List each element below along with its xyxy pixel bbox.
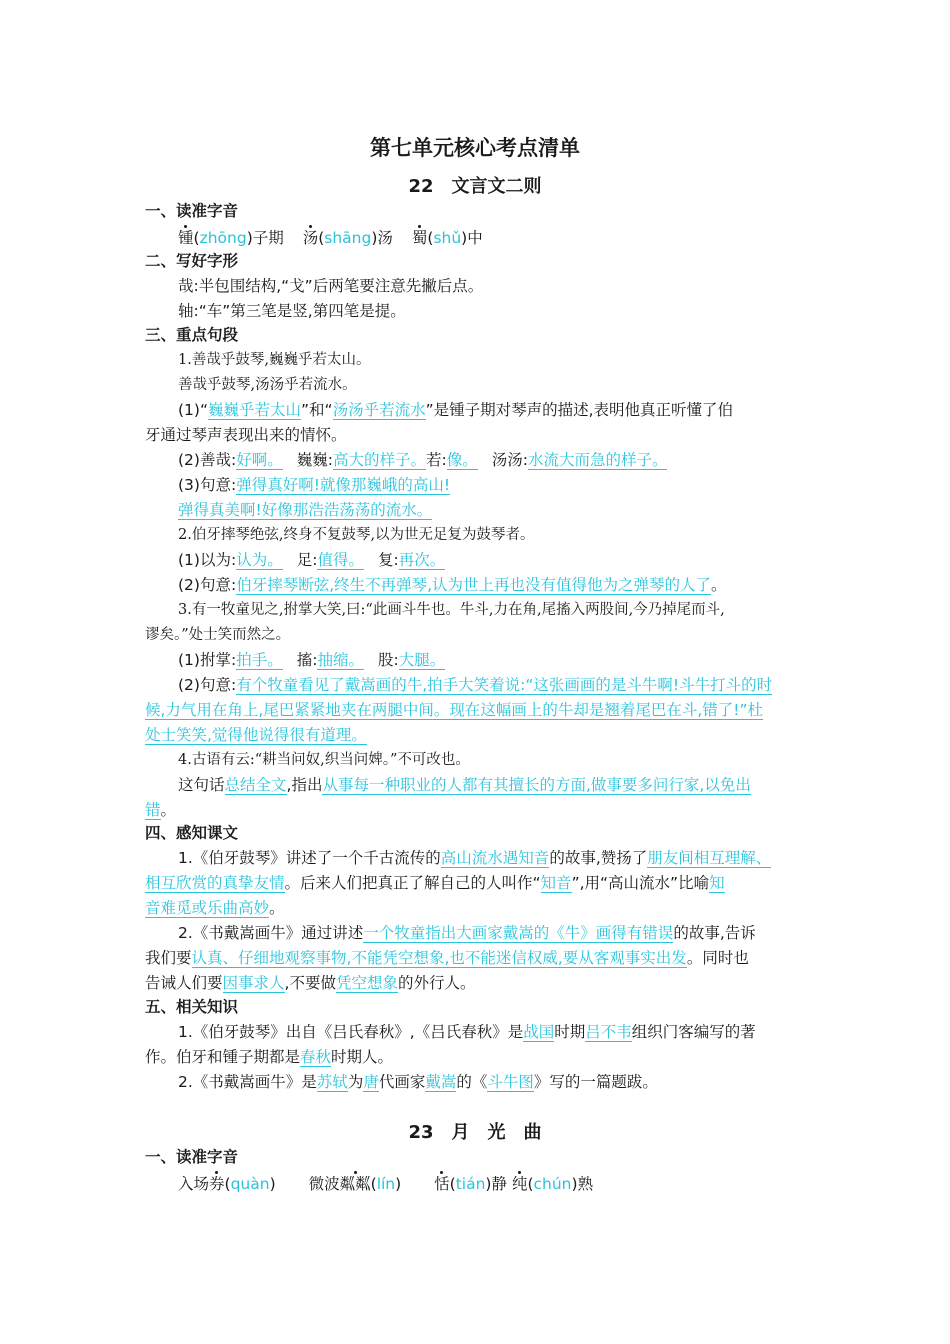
key-sentence: 谬矣。”处士笑而然之。 (145, 627, 291, 643)
question-line: (1)“巍巍乎若太山”和“汤汤乎若流水”是锺子期对琴声的描述,表明他真正听懂了伯 (178, 401, 734, 419)
perception-line: 音难觅或乐曲高妙。 (145, 899, 285, 917)
answer: 处士笑笑,觉得他说得很有道理。 (145, 726, 367, 744)
answer: 伯牙摔琴断弦,终生不再弹琴,认为世上再也没有值得他为之弹琴的人了 (236, 576, 712, 594)
answer: 大腿。 (398, 651, 446, 669)
page-title: 第七单元核心考点清单 (370, 136, 580, 160)
section-heading-pronunciation: 一、读准字音 (145, 1148, 239, 1166)
answer: 弹得真美啊!好像那浩浩荡荡的流水。 (178, 501, 433, 519)
question-line: (3)句意:弹得真好啊!就像那巍峨的高山! (178, 476, 451, 494)
answer: 有个牧童看见了戴嵩画的牛,拍手大笑着说:“这张画画的是斗牛啊!斗牛打斗的时 (236, 676, 773, 694)
key-sentence: 善哉乎鼓琴,汤汤乎若流水。 (178, 377, 357, 393)
section-heading-writing: 二、写好字形 (145, 252, 239, 270)
question-line: 这句话总结全文,指出从事每一种职业的人都有其擅长的方面,做事要多问行家,以免出 (178, 776, 751, 794)
dotted-char: 汤 (302, 229, 319, 247)
answer: 从事每一种职业的人都有其擅长的方面,做事要多问行家,以免出 (322, 776, 751, 794)
answer: 高大的样子。 (332, 451, 426, 469)
pinyin: quàn (230, 1175, 270, 1193)
answer: 总结全文 (224, 776, 287, 794)
dotted-char: 锺 (178, 229, 194, 247)
key-sentence: 1.善哉乎鼓琴,巍巍乎若太山。 (178, 352, 371, 368)
answer: 汤汤乎若流水 (332, 401, 426, 419)
key-sentence: 4.古语有云:“耕当问奴,织当问婢。”不可改也。 (178, 752, 470, 768)
perception-line: 相互欣赏的真挚友情。后来人们把真正了解自己的人叫作“知音”,用“高山流水”比喻知 (145, 874, 725, 892)
answer: 错 (145, 801, 161, 819)
answer: 高山流水遇知音 (440, 849, 550, 867)
section-heading-related-knowledge: 五、相关知识 (145, 998, 239, 1016)
question-line: 牙通过琴声表现出来的情怀。 (145, 426, 347, 444)
question-line: 错。 (145, 801, 177, 819)
question-line: (2)句意:伯牙摔琴断弦,终生不再弹琴,认为世上再也没有值得他为之弹琴的人了。 (178, 576, 727, 594)
dotted-char: 恬 (434, 1175, 450, 1193)
answer: 朋友间相互理解、 (647, 849, 772, 867)
dotted-char: 蜀 (411, 229, 428, 247)
answer: 值得。 (317, 551, 364, 569)
answer: 戴嵩 (425, 1073, 457, 1091)
knowledge-line: 1.《伯牙鼓琴》出自《吕氏春秋》,《吕氏春秋》是战国时期吕不韦组织门客编写的著 (178, 1023, 756, 1041)
answer: 苏轼 (316, 1073, 348, 1091)
question-line (178, 498, 818, 522)
pinyin: shāng (324, 229, 372, 247)
perception-line: 2.《书戴嵩画牛》通过讲述一个牧童指出大画家戴嵩的《牛》画得有错误的故事,告诉 (178, 924, 756, 942)
perception-line: 我们要认真、仔细地观察事物,不能凭空想象,也不能迷信权威,要从客观事实出发。同时也 (145, 949, 749, 967)
knowledge-line: 作。伯牙和锺子期都是春秋时期人。 (145, 1048, 394, 1066)
answer: 巍巍乎若太山 (208, 401, 302, 419)
pinyin: zhōng (199, 229, 247, 247)
answer: 知音 (540, 874, 572, 892)
answer: 再次。 (398, 551, 446, 569)
pinyin: chún (533, 1175, 572, 1193)
dotted-char: 粼粼 (339, 1175, 371, 1193)
section-heading-pronunciation: 一、读准字音 (145, 202, 239, 220)
key-sentence: 3.有一牧童见之,拊掌大笑,曰:“此画斗牛也。牛斗,力在角,尾搐入两股间,今乃掉尾而斗, (178, 602, 725, 618)
answer: 候,力气用在角上,尾巴紧紧地夹在两腿中间。现在这幅画上的牛却是翘着尾巴在斗,错了!”杜 (145, 701, 764, 719)
answer: 认为。 (236, 551, 283, 569)
answer: 弹得真好啊!就像那巍峨的高山! (236, 476, 451, 494)
dotted-char: 纯 (511, 1175, 528, 1193)
answer: 战国 (523, 1023, 555, 1041)
question-line (145, 723, 785, 747)
answer: 唐 (363, 1073, 379, 1091)
answer: 音难觅或乐曲高妙 (145, 899, 270, 917)
answer: 拍手。 (236, 651, 283, 669)
answer: 好啊。 (236, 451, 283, 469)
answer: 凭空想象 (335, 974, 398, 992)
question-line (145, 698, 785, 722)
answer: 因事求人 (222, 974, 285, 992)
question-line: (2)善哉:好啊。 巍巍:高大的样子。若:像。 汤汤:水流大而急的样子。 (178, 451, 668, 469)
section-heading-text-perception: 四、感知课文 (145, 824, 239, 842)
answer: 像。 (446, 451, 478, 469)
pinyin: tián (455, 1175, 486, 1193)
pronunciation-line: 入场券(quàn) 微波粼粼(lín) 恬(tián)静 纯(chún)熟 (178, 1175, 594, 1193)
writing-note: 哉:半包围结构,“戈”后两笔要注意先撇后点。 (178, 277, 484, 295)
perception-line: 1.《伯牙鼓琴》讲述了一个千古流传的高山流水遇知音的故事,赞扬了朋友间相互理解、 (178, 849, 772, 867)
writing-note: 轴:“车”第三笔是竖,第四笔是提。 (178, 302, 406, 320)
pronunciation-line: 锺(zhōng)子期 汤(shāng)汤 蜀(shǔ)中 (178, 229, 483, 247)
answer: 斗牛图 (487, 1073, 534, 1091)
pinyin: lín (376, 1175, 396, 1193)
key-sentence: 2.伯牙摔琴绝弦,终身不复鼓琴,以为世无足复为鼓琴者。 (178, 527, 535, 543)
knowledge-line: 2.《书戴嵩画牛》是苏轼为唐代画家戴嵩的《斗牛图》写的一篇题跋。 (178, 1073, 658, 1091)
answer: 吕不韦 (585, 1023, 632, 1041)
pinyin: shǔ (433, 229, 462, 247)
answer: 春秋 (300, 1048, 332, 1066)
lesson-23-title: 23 月 光 曲 (408, 1122, 542, 1143)
answer: 水流大而急的样子。 (527, 451, 668, 469)
dotted-char: 券 (209, 1175, 225, 1193)
question-line: (2)句意:有个牧童看见了戴嵩画的牛,拍手大笑着说:“这张画画的是斗牛啊!斗牛打斗的时 (178, 676, 773, 694)
question-line: (1)拊掌:拍手。 搐:抽缩。 股:大腿。 (178, 651, 446, 669)
answer: 相互欣赏的真挚友情 (145, 874, 285, 892)
answer: 抽缩。 (317, 651, 364, 669)
section-heading-key-sentences: 三、重点句段 (145, 326, 239, 344)
answer: 一个牧童指出大画家戴嵩的《牛》画得有错误 (363, 924, 674, 942)
perception-line: 告诫人们要因事求人,不要做凭空想象的外行人。 (145, 974, 476, 992)
answer: 知 (709, 874, 725, 892)
question-line: (1)以为:认为。 足:值得。 复:再次。 (178, 551, 446, 569)
lesson-22-title: 22 文言文二则 (408, 176, 542, 197)
answer: 认真、仔细地观察事物,不能凭空想象,也不能迷信权威,要从客观事实出发 (191, 949, 687, 967)
